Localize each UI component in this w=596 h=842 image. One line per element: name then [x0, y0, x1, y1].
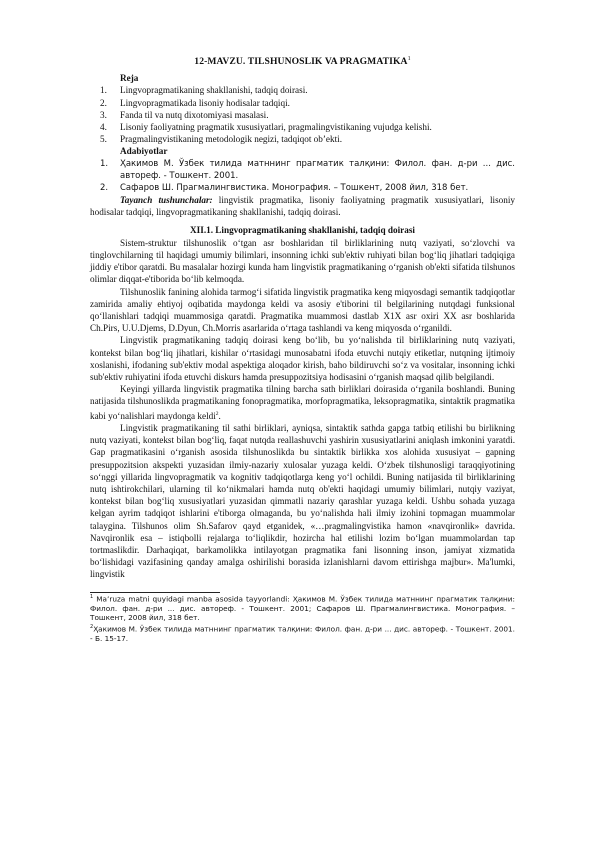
- reja-item: [90, 97, 515, 109]
- reja-item: [90, 133, 515, 145]
- adabiyot-item: [90, 158, 515, 182]
- reja-item-text: Fanda til va nutq dixotomiyasi masalasi.: [120, 109, 269, 120]
- tayanch-text: lingvistik pragmatika, lisoniy faoliyatning pragmatik xususiyatlari, lisoniy hodisalar tadqiqi, lingvopragmatikaning shakllanishi, tadqiq doirasi.: [90, 195, 516, 218]
- body-paragraph: Tilshunoslik fanining alohida tarmog‘i sifatida lingvistik pragmatika keng miqyosdagi semantik tadqiqotlar zamirida amaliy ehtiyoj oqibatida maydonga keldi va asosiy e'tiborini til belgilarining nutqdagi funksional qo‘llanishlari tadqiqi muammosiga qaratdi. Pragmatika muammosi dastlab X1X asr oxiri XX asr boshlarida Ch.Pirs, U.U.Djems, D.Dyun, Ch.Morris asarlarida o‘rtaga tashlandi va keng miqyosda o‘rganildi.: [90, 286, 515, 334]
- reja-item-text: Lisoniy faoliyatning pragmatik xususiyatlari, pragmalingvistikaning vujudga kelishi.: [120, 122, 432, 132]
- footnote: [90, 593, 515, 623]
- body-paragraph: [90, 383, 515, 422]
- page-title-text: 12-MAVZU. TILSHUNOSLIK VA PRAGMATIKA: [194, 56, 408, 68]
- footnote-text: Ҳакимов М. Ўзбек тилида матннинг прагматик талқини: Филол. фан. д-ри ... дис. автореф. - Тошкент. 2001. - Б. 15-17.: [90, 624, 515, 643]
- footnote-text: Ma’ruza matni quyidagi manba asosida tayyorlandi: Ҳакимов М. Ўзбек тилида матннинг прагматик талқини: Филол. фан. д-ри ... дис. автореф. - Тошкент. 2001; Сафаров Ш. Прагмалингвистика. Монография. – Тошкент, 2008 йил, 318 бет.: [90, 594, 515, 623]
- reja-item: [90, 121, 515, 133]
- reja-item-number: 2.: [100, 97, 107, 108]
- reja-heading: Reja: [120, 73, 139, 84]
- footnote-mark: 1: [90, 593, 94, 600]
- section-title: XII.1. Lingvopragmatikaning shakllanishi, tadqiq doirasi: [190, 224, 415, 235]
- title-footnote-ref: 1: [407, 56, 411, 62]
- adabiyot-item-text: Ҳакимов М. Ўзбек тилида матннинг прагматик талқини: Филол. фан. д-ри ... дис. автореф. - Тошкент. 2001.: [120, 158, 515, 181]
- reja-list: [90, 84, 515, 145]
- adabiyot-item-number: 1.: [100, 158, 109, 169]
- reja-item-number: 4.: [100, 122, 107, 132]
- adabiyot-item-number: 2.: [100, 183, 109, 194]
- footnote-mark: 2: [90, 623, 94, 630]
- adabiyot-item: [90, 182, 515, 194]
- body-paragraph-end: .: [218, 410, 221, 421]
- adabiyot-item-text: Сафаров Ш. Прагмалингвистика. Монография. – Тошкент, 2008 йил, 318 бет.: [120, 183, 469, 194]
- reja-item: [90, 109, 515, 121]
- adabiyotlar-heading: Adabiyotlar: [120, 146, 168, 157]
- tayanch-paragraph: [90, 194, 515, 218]
- tayanch-label: Tayanch tushunchalar:: [120, 195, 213, 206]
- body-paragraph-text: Keyingi yillarda lingvistik pragmatika tilning barcha sath birliklari doirasida o‘rganila boshlandi. Buning natijasida tilshunoslikda pragmatikaning fonopragmatika, morfopragmatika, leksopragmatika, sintaktik pragmatika kabi yo‘nalishlari maydonga keldi: [90, 384, 515, 421]
- reja-item-number: 3.: [100, 109, 107, 120]
- reja-item-number: 5.: [100, 134, 107, 145]
- reja-item-number: 1.: [100, 85, 107, 96]
- reja-item-text: Lingvopragmatikaning shakllanishi, tadqiq doirasi.: [120, 85, 308, 96]
- adabiyotlar-list: [90, 158, 515, 195]
- reja-item: [90, 84, 515, 96]
- reja-item-text: Lingvopragmatikada lisoniy hodisalar tadqiqi.: [120, 97, 290, 108]
- reja-item-text: Pragmalingvistikaning metodologik negizi, tadqiqot ob’ekti.: [120, 134, 342, 145]
- body-paragraph: Lingvistik pragmatikaning tadqiq doirasi keng bo‘lib, bu yo‘nalishda til birliklarining nutq vaziyati, kontekst bilan bog‘liq jihatlari, kishilar o‘rtasidagi munosabatni ifoda etuvchi nutqiy etiketlar, nutqning ijtimoiy xoslanishi, ifodaning sub'ektiv modal aspektiga aloqador kirish, baho bildiruvchi so‘z va vositalar, insonning ichki sub'ektiv ruhiyatini ifoda etuvchi diskurs hamda presuppozitsiya hodisasini o‘rganish maqsad qilib belgilandi.: [90, 335, 515, 383]
- body-paragraph: Sistem-struktur tilshunoslik o‘tgan asr boshlaridan til birliklarining nutq vaziyati, so‘zlovchi va tinglovchilarning til haqidagi umumiy bilimlari, insonning ichki sub'ektiv ruhiyati bilan bog‘liq jihatlari tadqiqiga jiddiy e'tibor qaratdi. Bu masalalar hozirgi kunda ham lingvistik pragmatikaning o‘rganish ob'ekti sifatida tilshunos olimlar diqqat-e'tiborida bo‘lib kelmoqda.: [90, 237, 515, 285]
- footnote: [90, 623, 515, 644]
- footnote-ref: 2: [215, 410, 219, 417]
- page-title: [90, 56, 515, 67]
- body-paragraph: Lingvistik pragmatikaning til sathi birliklari, ayniqsa, sintaktik sathda gapga tatbiq etilishi bu birlikning nutq vaziyati, kontekst bilan bog‘liq, faqat nutqda reallashuvchi yashirin xususiyatlarini aniqlash imkonini yaratdi. Gap pragmatikasini o‘rganish asosida tilshunoslikda bu sintaktik birlikka xos alohida xususiyat – gapning presuppozitsion akspekti yuzasidan ilmiy-nazariy xulosalar yuzaga keldi. O‘zbek tilshunosligi taraqqiyotining so‘nggi yillarida lingvopragmatik va kognitiv tadqiqotlarga keng yo‘l ochildi. Buning natijasida til birliklarining nutq ishtirokchilari, ularning til ko‘nikmalari hamda nutq ob'ekti haqidagi umumiy bilimlari, nutqiy vaziyat, kontekst bilan bog‘liq xususiyatlari yuzasidan qimmatli nazariy qarashlar yuzaga keldi. Ushbu sohada yuzaga kelgan ayrim tadqiqot ishlarini e'tiborga olmaganda, bu yo‘nalishda hali ilmiy izohini topmagan muammolar talaygina. Tilshunos olim Sh.Safarov qayd etganidek, «…pragmalingvistika hamon «navqironlik» davrida. Navqironlik esa – istiqbolli rejalarga to‘liqlikdir, hozircha hal etilishi lozim bo‘lgan muammolardan tap tortmaslikdir. Darhaqiqat, barkamolikka intilayotgan pragmatika fani lisonning inson, jamiyat xizmatida bo‘lishidagi vazifasining qanday amalga oshirilishi borasida izlanishlarni davom ettirishga majbur». Ma'lumki, lingvistik: [90, 422, 515, 580]
